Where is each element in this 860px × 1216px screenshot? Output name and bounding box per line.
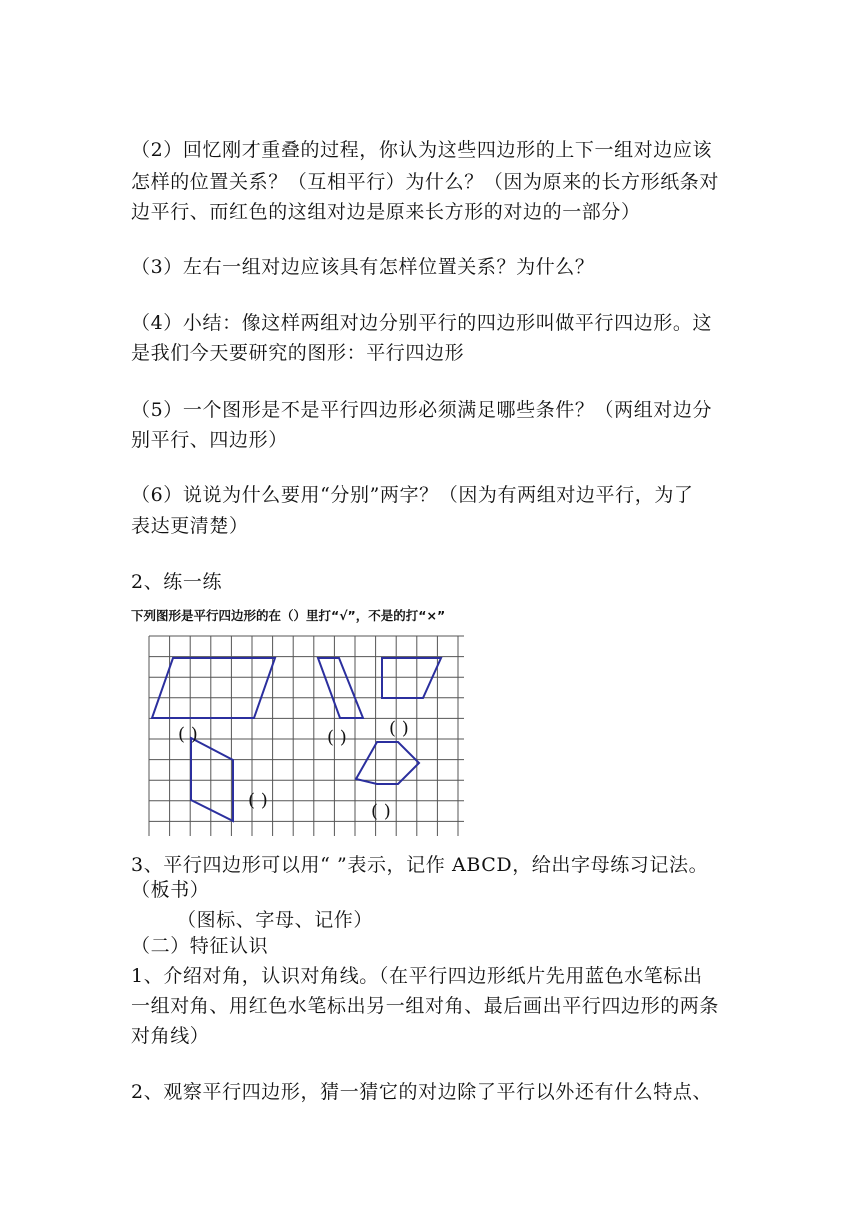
text-line: （图标、字母、记作） [177, 909, 374, 931]
text-line: 怎样的位置关系？（互相平行）为什么？（因为原来的长方形纸条对 [131, 171, 720, 193]
hexagon [356, 742, 419, 784]
text-line: （5）一个图形是不是平行四边形必须满足哪些条件？（两组对边分 [131, 399, 713, 421]
text-line: （2）回忆刚才重叠的过程，你认为这些四边形的上下一组对边应该 [131, 139, 713, 161]
text-line: 对角线） [131, 1025, 210, 1047]
text-line: 边平行、而红色的这组对边是原来长方形的对边的一部分） [131, 201, 641, 223]
section-heading: （二）特征认识 [131, 935, 269, 957]
text-line: （3）左右一组对边应该具有怎样位置关系？为什么？ [131, 256, 595, 278]
text-line: （4）小结：像这样两组对边分别平行的四边形叫做平行四边形。这 [131, 312, 713, 334]
text-line: 表达更清楚） [131, 515, 249, 537]
text-line: （6）说说为什么要用“分别”两字？（因为有两组对边平行，为了 [131, 484, 694, 506]
text-line: 是我们今天要研究的图形：平行四边形 [131, 342, 465, 364]
text-line: 别平行、四边形） [131, 429, 288, 451]
exercise-caption: 下列图形是平行四边形的在（）里打“√”，不是的打“×” [131, 608, 446, 623]
parallelogram-narrow [318, 658, 363, 718]
parallelogram-grid-figure [140, 630, 470, 836]
answer-blank[interactable]: ( ) [248, 790, 268, 811]
answer-blank[interactable]: ( ) [371, 801, 391, 822]
trapezoid-right-angle [382, 658, 441, 698]
text-line: （板书） [131, 879, 210, 901]
answer-blank[interactable]: ( ) [389, 718, 409, 739]
text-line: 一组对角、用红色水笔标出另一组对角、最后画出平行四边形的两条 [131, 995, 720, 1017]
section-heading: 2、练一练 [131, 571, 223, 593]
answer-blank[interactable]: ( ) [178, 724, 198, 745]
text-line: 1、介绍对角，认识对角线。（在平行四边形纸片先用蓝色水笔标出 [131, 965, 703, 987]
text-line: 3、平行四边形可以用“ ”表示，记作 ABCD，给出字母练习记法。 [131, 854, 709, 876]
quadrilateral-lower [191, 738, 233, 821]
parallelogram-large [152, 658, 275, 718]
answer-blank[interactable]: ( ) [327, 727, 347, 748]
text-line: 2、观察平行四边形，猜一猜它的对边除了平行以外还有什么特点、 [131, 1081, 713, 1103]
